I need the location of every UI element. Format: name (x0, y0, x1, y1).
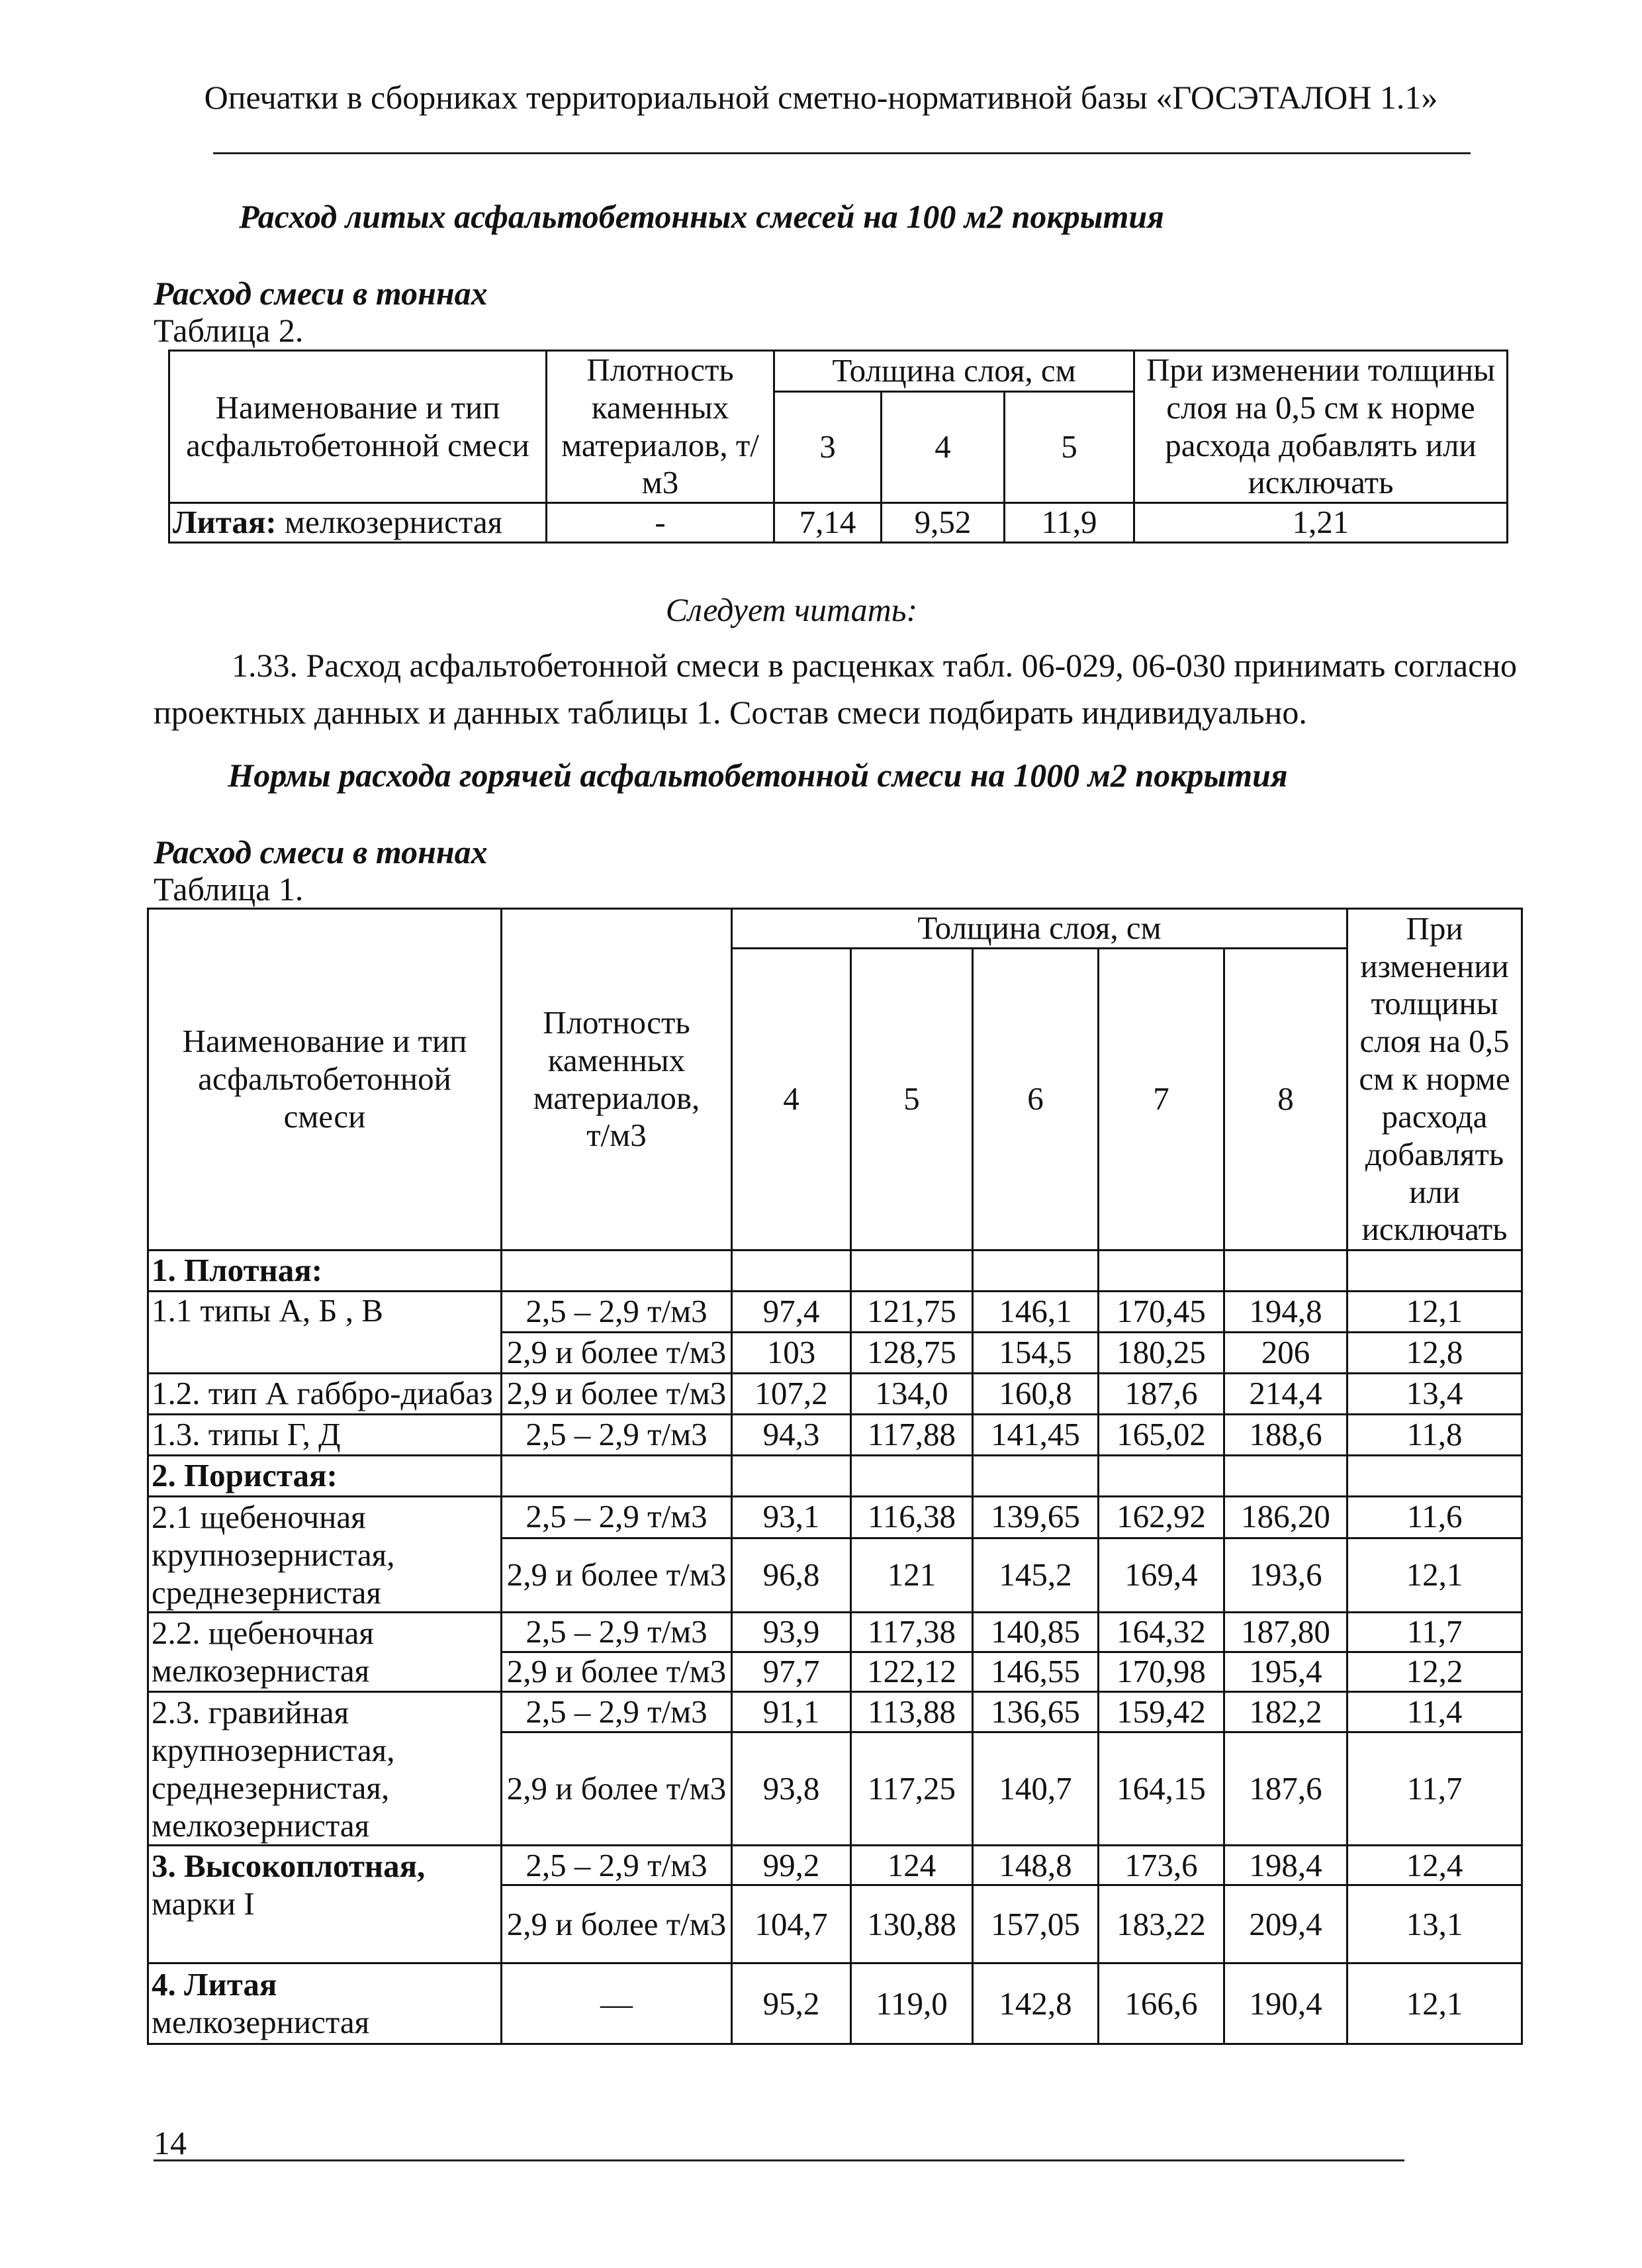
section1-subheading: Расход смеси в тоннах (154, 275, 488, 312)
t1-value: 142,8 (973, 1963, 1099, 2044)
t2-row-density: - (547, 503, 774, 543)
t1-value: 99,2 (732, 1846, 851, 1885)
t1-empty-cell (1099, 1251, 1224, 1292)
t1-density: 2,9 и более т/м3 (502, 1885, 732, 1963)
t1-change: 11,8 (1347, 1415, 1522, 1456)
t1-value: 182,2 (1224, 1692, 1347, 1732)
t1-value: 148,8 (973, 1846, 1099, 1885)
t1-empty-cell (973, 1251, 1099, 1292)
t1-value: 169,4 (1099, 1538, 1224, 1613)
t1-density: 2,5 – 2,9 т/м3 (502, 1846, 732, 1885)
t1-value: 97,7 (732, 1652, 851, 1692)
t1-value: 159,42 (1099, 1692, 1224, 1732)
t1-value: 164,15 (1099, 1732, 1224, 1846)
t1-value: 194,8 (1224, 1292, 1347, 1333)
t1-empty-cell (851, 1456, 973, 1497)
t1-value: 187,80 (1224, 1613, 1347, 1652)
t1-density: — (502, 1963, 732, 2044)
t1-row-name: 1.3. типы Г, Д (148, 1415, 502, 1456)
t2-row-name-bold: Литая: (173, 504, 277, 541)
t1-value: 190,4 (1224, 1963, 1347, 2044)
t1-value: 93,9 (732, 1613, 851, 1652)
t1-thickness: 5 (851, 949, 973, 1251)
t1-value: 170,98 (1099, 1652, 1224, 1692)
t1-header-density: Плотность каменных материалов, т/м3 (502, 909, 732, 1251)
t2-row-value: 9,52 (882, 503, 1005, 543)
document-header: Опечатки в сборниках территориальной сметно-нормативной базы «ГОСЭТАЛОН 1.1» (204, 79, 1438, 116)
t1-density: 2,5 – 2,9 т/м3 (502, 1497, 732, 1538)
t1-empty-cell (1099, 1456, 1224, 1497)
t2-thickness-3: 3 (774, 392, 882, 503)
t1-value: 165,02 (1099, 1415, 1224, 1456)
t2-header-thickness: Толщина слоя, см (774, 351, 1134, 392)
t1-row-name-rest: марки I (152, 1885, 255, 1922)
t1-value: 119,0 (851, 1963, 973, 2044)
t1-value: 173,6 (1099, 1846, 1224, 1885)
t1-value: 141,45 (973, 1415, 1099, 1456)
t2-row-name (169, 503, 547, 543)
t1-value: 91,1 (732, 1692, 851, 1732)
t1-value: 157,05 (973, 1885, 1099, 1963)
t1-value: 117,25 (851, 1732, 973, 1846)
t1-value: 128,75 (851, 1333, 973, 1374)
t1-empty-cell (1224, 1251, 1347, 1292)
t1-empty-cell (502, 1251, 732, 1292)
t2-row-change: 1,21 (1134, 503, 1508, 543)
t1-value: 97,4 (732, 1292, 851, 1333)
t1-value: 96,8 (732, 1538, 851, 1613)
t1-value: 113,88 (851, 1692, 973, 1732)
t1-empty-cell (851, 1251, 973, 1292)
t1-header-name: Наименование и тип асфальтобетонной смеси (148, 909, 502, 1251)
t2-row-value: 7,14 (774, 503, 882, 543)
t1-change: 13,4 (1347, 1374, 1522, 1415)
t1-thickness: 4 (732, 949, 851, 1251)
t1-density: 2,9 и более т/м3 (502, 1333, 732, 1374)
t1-row-name: 2.2. щебеночная мелкозернистая (148, 1613, 502, 1692)
t2-header-change: При изменении толщины слоя на 0,5 см к норме расхода добавлять или исключать (1134, 351, 1508, 503)
t1-density: 2,9 и более т/м3 (502, 1652, 732, 1692)
t1-value: 187,6 (1224, 1732, 1347, 1846)
t1-value: 166,6 (1099, 1963, 1224, 2044)
page-number: 14 (154, 2124, 187, 2161)
t1-value: 134,0 (851, 1374, 973, 1415)
t1-value: 116,38 (851, 1497, 973, 1538)
section1-table-label: Таблица 2. (154, 312, 304, 349)
t1-value: 124 (851, 1846, 973, 1885)
section2-table-label: Таблица 1. (154, 871, 304, 908)
t1-change: 13,1 (1347, 1885, 1522, 1963)
t1-value: 121,75 (851, 1292, 973, 1333)
t1-thickness: 6 (973, 949, 1099, 1251)
t1-value: 145,2 (973, 1538, 1099, 1613)
t1-row-name: 1.1 типы А, Б , В (148, 1292, 502, 1374)
t1-empty-cell (502, 1456, 732, 1497)
t1-empty-cell (1347, 1251, 1522, 1292)
t1-density: 2,9 и более т/м3 (502, 1538, 732, 1613)
header-rule (213, 152, 1471, 154)
t1-change: 11,7 (1347, 1613, 1522, 1652)
paragraph-1-33 (154, 642, 1570, 736)
section2-heading: Нормы расхода горячей асфальтобетонной смеси на 1000 м2 покрытия (228, 757, 1288, 794)
t2-thickness-5: 5 (1005, 392, 1134, 503)
table-2 (168, 350, 1508, 543)
t1-value: 107,2 (732, 1374, 851, 1415)
t1-header-change: При изменении толщины слоя на 0,5 см к норме расхода добавлять или исключать (1347, 909, 1522, 1251)
t1-density: 2,5 – 2,9 т/м3 (502, 1613, 732, 1652)
t1-value: 160,8 (973, 1374, 1099, 1415)
t1-value: 162,92 (1099, 1497, 1224, 1538)
paragraph-line: проектных данных и данных таблицы 1. Состав смеси подбирать индивидуально. (154, 694, 1307, 731)
t2-header-density: Плотность каменных материалов, т/м3 (547, 351, 774, 503)
t1-value: 130,88 (851, 1885, 973, 1963)
t1-density: 2,5 – 2,9 т/м3 (502, 1692, 732, 1732)
t1-value: 206 (1224, 1333, 1347, 1374)
t1-value: 146,1 (973, 1292, 1099, 1333)
t1-value: 140,7 (973, 1732, 1099, 1846)
t1-row-name: 2.1 щебеночная крупнозернистая, среднезернистая (148, 1497, 502, 1613)
t1-change: 12,8 (1347, 1333, 1522, 1374)
t1-value: 117,88 (851, 1415, 973, 1456)
t1-change: 12,1 (1347, 1538, 1522, 1613)
t1-row-name (148, 1846, 502, 1963)
footer-rule (154, 2159, 1404, 2161)
t1-value: 187,6 (1099, 1374, 1224, 1415)
t1-group-heading: 1. Плотная: (148, 1251, 502, 1292)
t1-value: 186,20 (1224, 1497, 1347, 1538)
t1-change: 12,4 (1347, 1846, 1522, 1885)
t1-empty-cell (973, 1456, 1099, 1497)
t1-value: 95,2 (732, 1963, 851, 2044)
t1-value: 183,22 (1099, 1885, 1224, 1963)
t1-row-name: 1.2. тип А габбро-диабаз (148, 1374, 502, 1415)
t2-row-value: 11,9 (1005, 503, 1134, 543)
t1-change: 12,2 (1347, 1652, 1522, 1692)
t2-header-name: Наименование и тип асфальтобетонной смеси (169, 351, 547, 503)
t1-value: 140,85 (973, 1613, 1099, 1652)
t1-value: 117,38 (851, 1613, 973, 1652)
t1-row-name-rest: мелкозернистая (152, 2003, 370, 2040)
t1-value: 198,4 (1224, 1846, 1347, 1885)
t1-group-heading: 2. Пористая: (148, 1456, 502, 1497)
t1-density: 2,5 – 2,9 т/м3 (502, 1415, 732, 1456)
t1-change: 12,1 (1347, 1292, 1522, 1333)
t1-value: 94,3 (732, 1415, 851, 1456)
t1-empty-cell (1347, 1456, 1522, 1497)
t1-row-name-bold: 3. Высокоплотная, (152, 1848, 426, 1885)
t2-row-name-rest: мелкозернистая (276, 504, 503, 541)
table-1 (147, 908, 1523, 2045)
t1-empty-cell (732, 1251, 851, 1292)
t1-change: 11,6 (1347, 1497, 1522, 1538)
t1-change: 11,7 (1347, 1732, 1522, 1846)
t1-change: 11,4 (1347, 1692, 1522, 1732)
t1-value: 122,12 (851, 1652, 973, 1692)
t1-value: 104,7 (732, 1885, 851, 1963)
section1-heading: Расход литых асфальтобетонных смесей на 100 м2 покрытия (239, 198, 1164, 235)
t1-value: 209,4 (1224, 1885, 1347, 1963)
t1-thickness: 8 (1224, 949, 1347, 1251)
t1-change: 12,1 (1347, 1963, 1522, 2044)
t1-density: 2,5 – 2,9 т/м3 (502, 1292, 732, 1333)
t1-value: 195,4 (1224, 1652, 1347, 1692)
t1-header-thickness: Толщина слоя, см (732, 909, 1347, 949)
t1-empty-cell (732, 1456, 851, 1497)
t1-value: 93,8 (732, 1732, 851, 1846)
t1-value: 154,5 (973, 1333, 1099, 1374)
t1-value: 93,1 (732, 1497, 851, 1538)
t1-value: 121 (851, 1538, 973, 1613)
t1-row-name-bold: 4. Литая (152, 1966, 277, 2003)
t1-value: 214,4 (1224, 1374, 1347, 1415)
t1-density: 2,9 и более т/м3 (502, 1374, 732, 1415)
t1-row-name (148, 1963, 502, 2044)
t1-value: 103 (732, 1333, 851, 1374)
t1-value: 188,6 (1224, 1415, 1347, 1456)
t1-density: 2,9 и более т/м3 (502, 1732, 732, 1846)
section2-subheading: Расход смеси в тоннах (154, 833, 488, 871)
t1-value: 170,45 (1099, 1292, 1224, 1333)
t1-value: 164,32 (1099, 1613, 1224, 1652)
read-as-note: Следует читать: (665, 591, 918, 628)
t1-value: 193,6 (1224, 1538, 1347, 1613)
t1-value: 136,65 (973, 1692, 1099, 1732)
t1-value: 146,55 (973, 1652, 1099, 1692)
t1-thickness: 7 (1099, 949, 1224, 1251)
t1-row-name: 2.3. гравийная крупнозернистая, среднезернистая, мелкозернистая (148, 1692, 502, 1846)
t1-empty-cell (1224, 1456, 1347, 1497)
t1-value: 180,25 (1099, 1333, 1224, 1374)
t2-thickness-4: 4 (882, 392, 1005, 503)
t1-value: 139,65 (973, 1497, 1099, 1538)
paragraph-line: 1.33. Расход асфальтобетонной смеси в расценках табл. 06-029, 06-030 принимать согласно (232, 647, 1518, 684)
